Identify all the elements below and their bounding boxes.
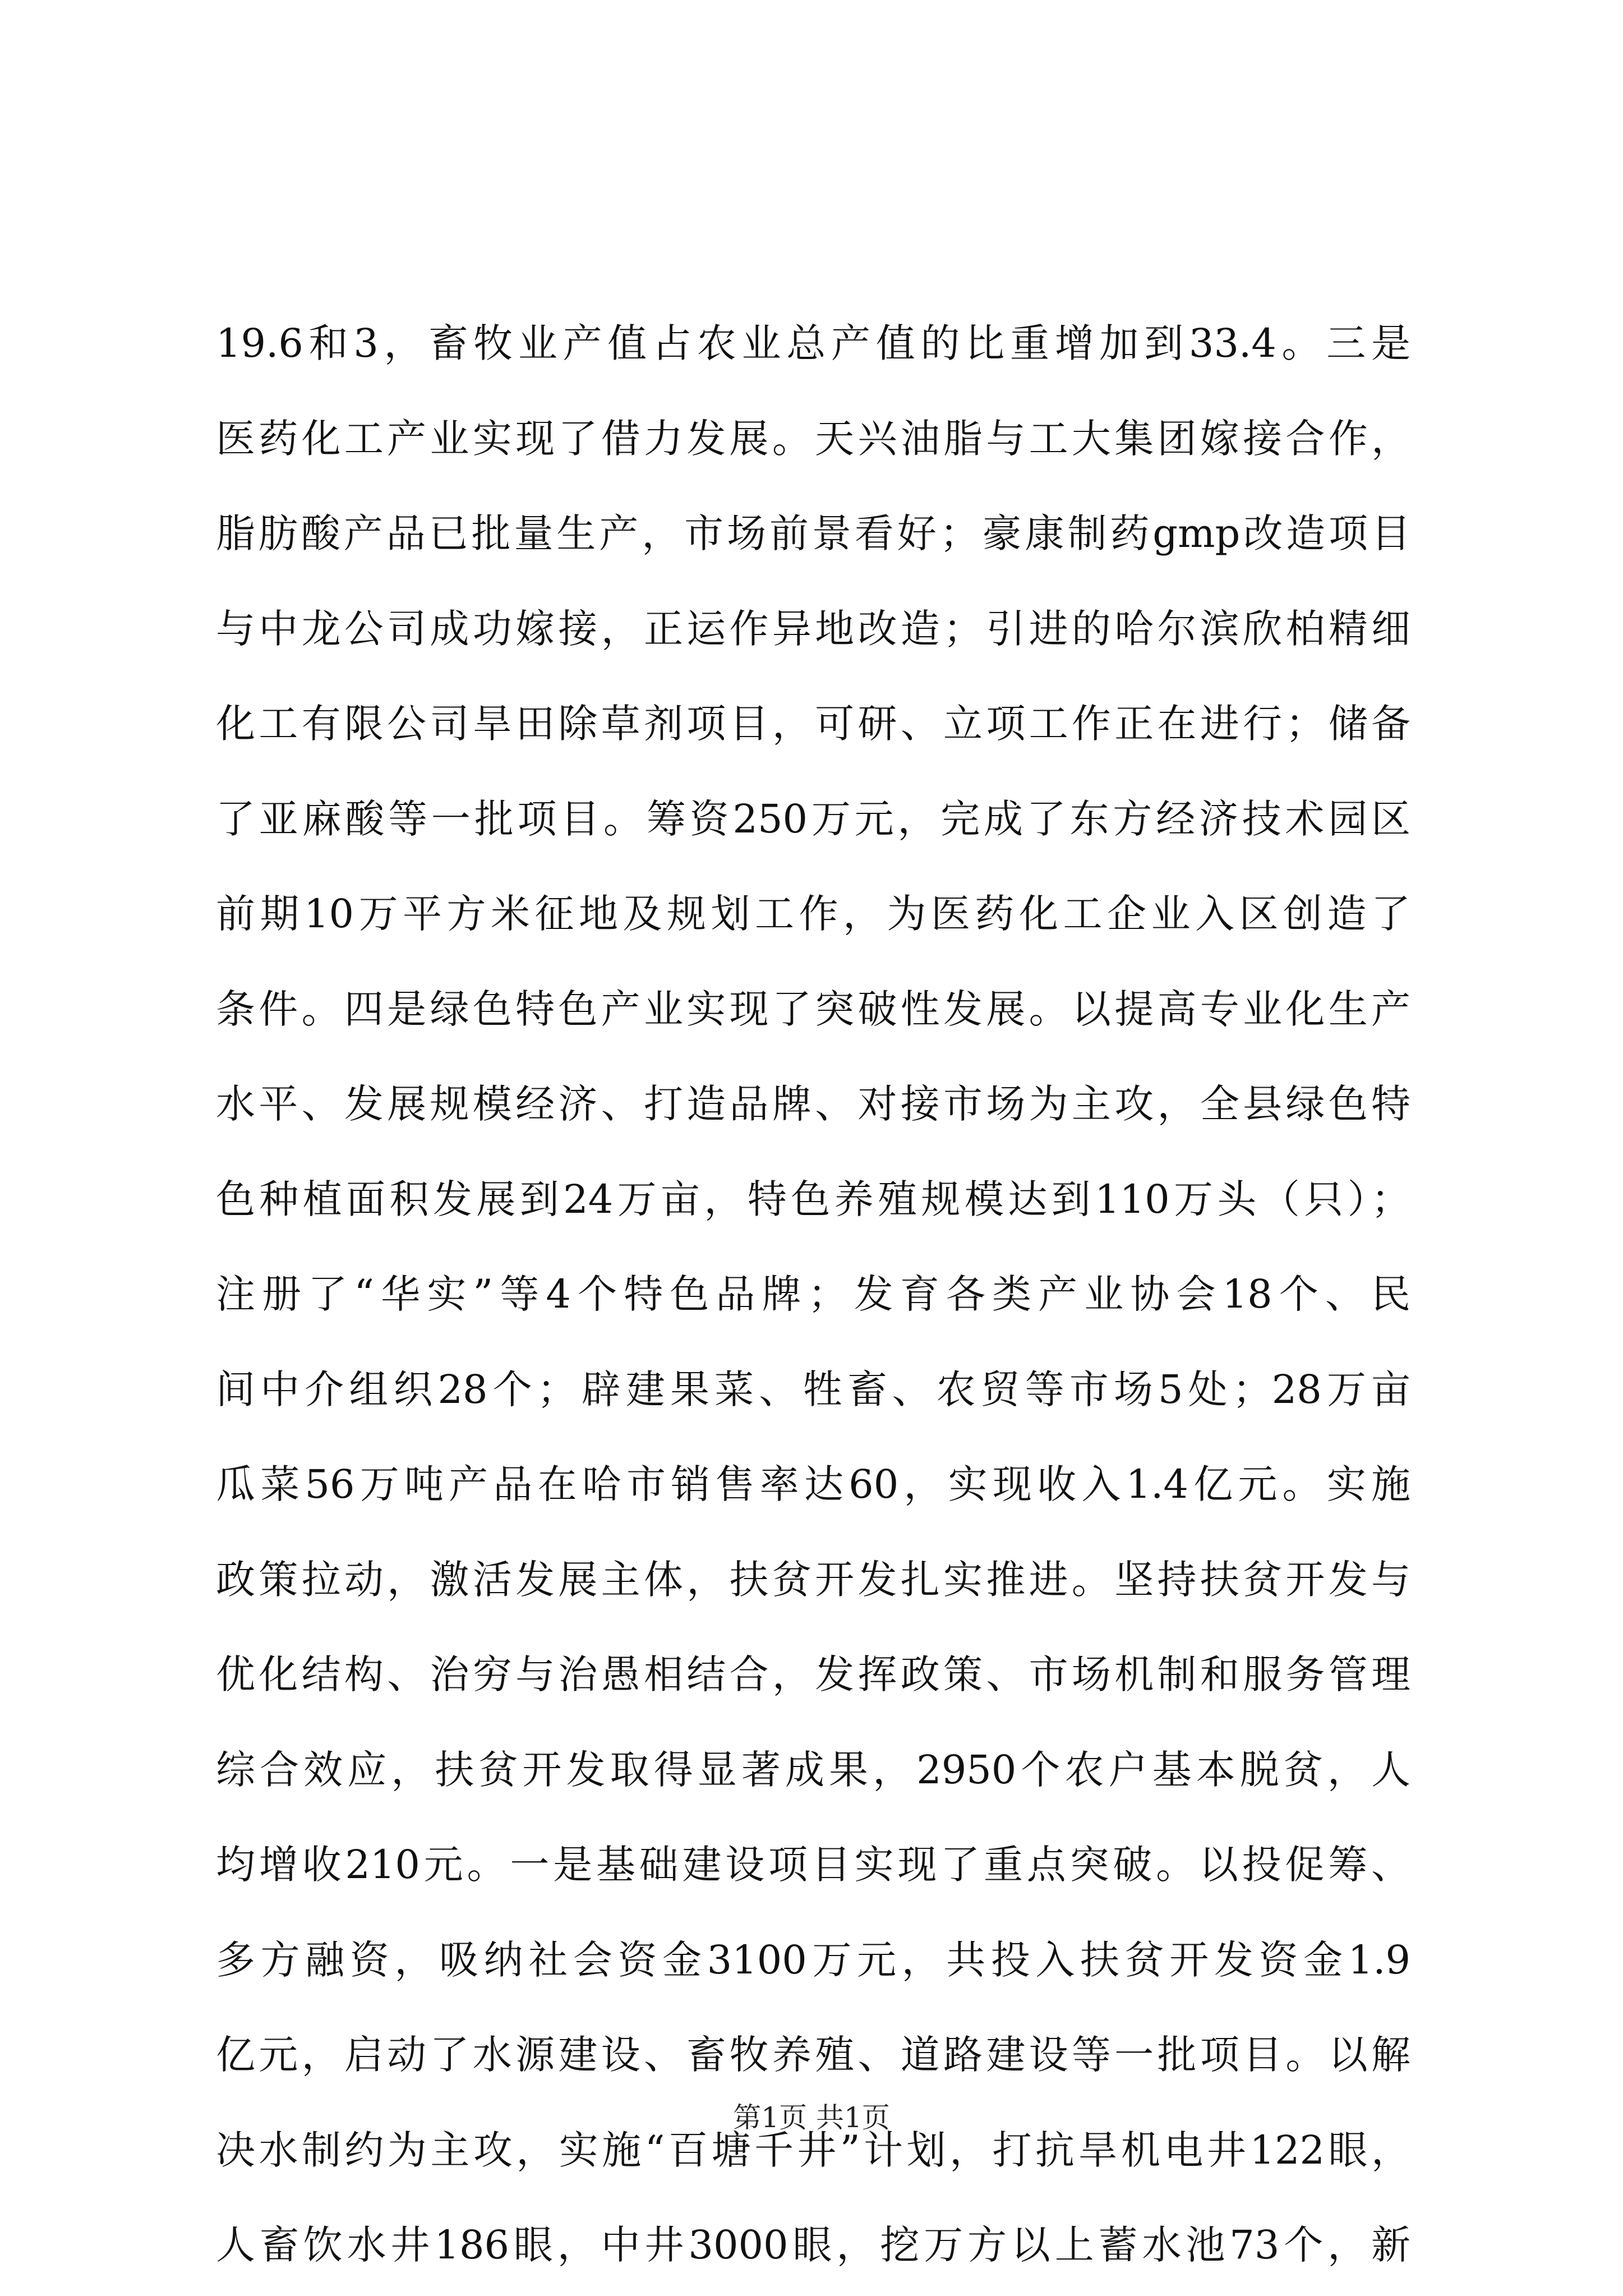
text-line: 政策拉动，激活发展主体，扶贫开发扎实推进。坚持扶贫开发与	[216, 1556, 1410, 1603]
text-line: 间中介组织28个；辟建果菜、牲畜、农贸等市场5处；28万亩	[216, 1366, 1410, 1412]
text-line: 均增收210元。一是基础建设项目实现了重点突破。以投促筹、	[216, 1842, 1410, 1888]
text-line: 优化结构、治穷与治愚相结合，发挥政策、市场机制和服务管理	[216, 1651, 1410, 1697]
body-paragraph	[216, 296, 1410, 2293]
text-line: 水平、发展规模经济、打造品牌、对接市场为主攻，全县绿色特	[216, 1081, 1410, 1127]
text-line: 瓜菜56万吨产品在哈市销售率达60，实现收入1.4亿元。实施	[216, 1461, 1410, 1507]
text-line: 了亚麻酸等一批项目。筹资250万元，完成了东方经济技术园区	[216, 795, 1410, 842]
text-line: 化工有限公司旱田除草剂项目，可研、立项工作正在进行；储备	[216, 701, 1410, 747]
text-line: 前期10万平方米征地及规划工作，为医药化工企业入区创造了	[216, 891, 1410, 937]
text-line: 色种植面积发展到24万亩，特色养殖规模达到110万头（只）；	[216, 1176, 1410, 1222]
text-line: 多方融资，吸纳社会资金3100万元，共投入扶贫开发资金1.9	[216, 1936, 1410, 1983]
page-number-footer: 第1页 共1页	[733, 2101, 890, 2134]
text-line: 亿元，启动了水源建设、畜牧养殖、道路建设等一批项目。以解	[216, 2032, 1410, 2078]
text-line: 条件。四是绿色特色产业实现了突破性发展。以提高专业化生产	[216, 986, 1410, 1032]
text-line: 人畜饮水井186眼，中井3000眼，挖万方以上蓄水池73个，新	[216, 2222, 1410, 2268]
text-line: 19.6和3，畜牧业产值占农业总产值的比重增加到33.4。三是	[216, 320, 1410, 366]
text-line: 与中龙公司成功嫁接，正运作异地改造；引进的哈尔滨欣柏精细	[216, 605, 1410, 652]
text-line: 决水制约为主攻，实施“百塘千井”计划，打抗旱机电井122眼，	[216, 2127, 1410, 2173]
text-line: 综合效应，扶贫开发取得显著成果，2950个农户基本脱贫，人	[216, 1746, 1410, 1793]
text-line: 注册了“华实”等4个特色品牌；发育各类产业协会18个、民	[216, 1271, 1410, 1317]
text-line: 脂肪酸产品已批量生产，市场前景看好；豪康制药gmp改造项目	[216, 510, 1410, 556]
text-line: 医药化工产业实现了借力发展。天兴油脂与工大集团嫁接合作，	[216, 415, 1410, 462]
